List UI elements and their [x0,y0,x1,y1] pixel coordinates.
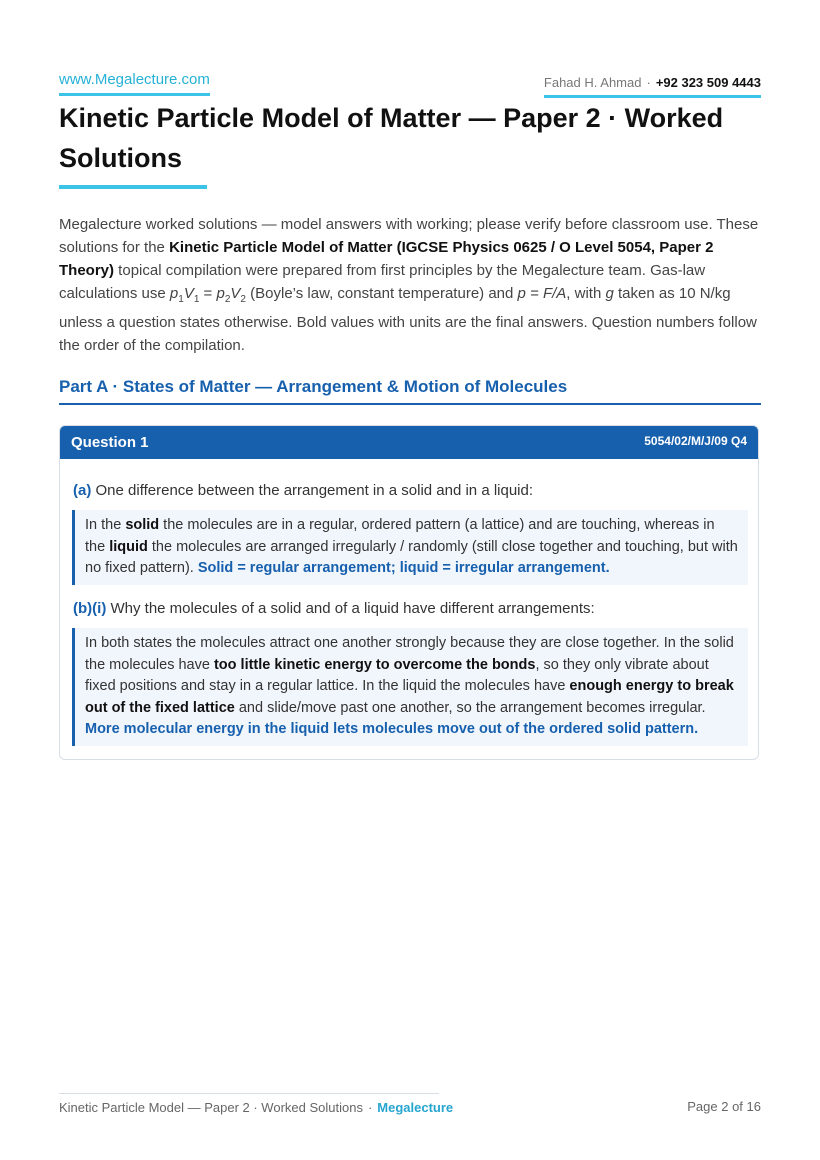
eq-sub-2b: 2 [240,294,246,305]
intro-text-3: (Boyle’s law, constant temperature) and [245,285,518,302]
part-a-prompt [73,482,533,499]
phone-number: +92 323 509 4443 [655,75,761,90]
part-b-label: (b)(i) [73,600,107,617]
eq-sub-1a: 1 [178,294,184,305]
eq-p1: p [169,285,179,302]
eq-p2: p [216,285,225,302]
intro-paragraph [59,213,759,357]
contact-info [544,75,761,98]
eq-sub-2a: 2 [224,294,231,305]
page-number: Page 2 of 16 [687,1099,761,1114]
question-card [59,425,759,760]
answer-bold: liquid [109,538,148,555]
final-answer: More molecular energy in the liquid lets molecules move out of the ordered solid pattern. [85,721,699,737]
author-name: Fahad H. Ahmad [543,75,642,90]
intro-text-1: Megalecture worked solutions — model answers with working; please verify before classroom use. These solutions for the [59,216,759,256]
question-title: Question 1 [71,434,149,451]
intro-bold-topic: Kinetic Particle Model of Matter (IGCSE Physics 0625 / O Level 5054, Paper 2 Theory) [59,239,714,279]
intro-text-4: , with [566,285,606,302]
eq-equals: = [199,285,217,302]
answer-text: and slide/move past one another, so the arrangement becomes irregular. [234,699,706,716]
gravity-symbol: g [605,285,614,302]
intro-text-2: topical compilation were prepared from first principles by the Megalecture team. Gas-law calculations use [59,262,706,302]
part-b-prompt-text: Why the molecules of a solid and of a liquid have different arrangements: [106,600,595,617]
footer-title [59,1100,453,1115]
answer-text: the molecules are arranged irregularly / randomly (still close together and touching, but with no fixed pattern). [85,538,738,576]
part-a-label: (a) [73,482,92,499]
answer-bold: solid [125,517,160,533]
question-header [60,426,758,459]
eq-sub-1b: 1 [193,294,200,305]
footer-brand: Megalecture [377,1100,454,1115]
part-a-prompt-text: One difference between the arrangement in a solid and in a liquid: [91,482,534,499]
final-answer: Solid = regular arrangement; liquid = irregular arrangement. [197,560,610,576]
answer-bold: enough energy to break out of the fixed lattice [85,678,734,716]
pressure-formula: p = F/A [517,285,567,302]
answer-text: , so they only vibrate about fixed positions and stay in a regular lattice. In the liquid the molecules have [85,656,709,694]
answer-text: In the [85,517,126,533]
eq-v2: V [230,285,241,302]
answer-text: In both states the molecules attract one another strongly because they are close together. In the solid the molecules have [85,635,734,673]
section-title: Part A · States of Matter — Arrangement & Motion of Molecules [59,377,761,405]
part-b-answer [72,628,748,746]
title-underline [59,185,207,189]
part-a-answer [72,510,748,585]
footer-separator: · [367,1100,373,1115]
page-title: Kinetic Particle Model of Matter — Paper 2 · Worked Solutions [59,103,724,173]
intro-text-5: taken as 10 N/kg unless a question states otherwise. Bold values with units are the final answers. Question numbers follow the order of the compilation. [59,285,757,354]
contact-separator: · [646,75,651,90]
footer-doc-title: Kinetic Particle Model — Paper 2 · Worked Solutions [59,1100,363,1115]
footer-divider [59,1093,439,1094]
answer-text: the molecules are in a regular, ordered pattern (a lattice) and are touching, whereas in the [85,517,715,555]
answer-bold: too little kinetic energy to overcome the bonds [213,656,536,673]
part-b-prompt [73,600,595,617]
question-reference: 5054/02/M/J/09 Q4 [644,434,747,448]
eq-v1: V [183,285,194,302]
site-link[interactable]: www.Megalecture.com [59,71,210,96]
